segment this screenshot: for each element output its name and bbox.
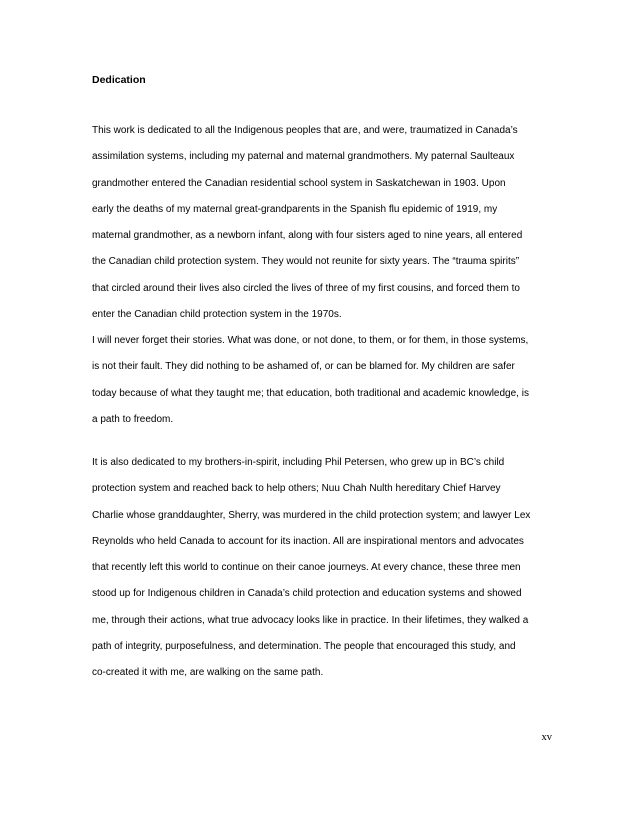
- text-line: early the deaths of my maternal great-grandparents in the Spanish flu epidemic of 1919, my: [92, 203, 498, 215]
- text-line: This work is dedicated to all the Indigenous peoples that are, and were, traumatized in Canada’s: [92, 125, 518, 136]
- paragraph-2: [92, 334, 562, 439]
- text-line: maternal grandmother, as a newborn infant, along with four sisters aged to nine years, all entered: [92, 230, 523, 242]
- text-line: stood up for Indigenous children in Canada’s child protection and education systems and showed: [92, 588, 522, 600]
- text-line: is not their fault. They did nothing to be ashamed of, or can be blamed for. My children are safer: [92, 361, 515, 373]
- text-line: the Canadian child protection system. They would not reunite for sixty years. The “trauma spirits”: [92, 256, 520, 268]
- text-line: Charlie whose granddaughter, Sherry, was murdered in the child protection system; and lawyer Lex: [92, 509, 531, 521]
- text-line: a path to freedom.: [92, 413, 174, 425]
- paragraph-3: [92, 456, 562, 693]
- page-title: Dedication: [92, 74, 146, 86]
- text-line: today because of what they taught me; that education, both traditional and academic knowledge, is: [92, 387, 529, 399]
- text-line: me, through their actions, what true advocacy looks like in practice. In their lifetimes, they walked a: [92, 614, 529, 626]
- paragraph-1: [92, 124, 562, 334]
- text-line: Reynolds who held Canada to account for its inaction. All are inspirational mentors and advocates: [92, 535, 524, 547]
- text-line: enter the Canadian child protection system in the 1970s.: [92, 309, 342, 321]
- page-number: xv: [541, 732, 552, 743]
- text-line: protection system and reached back to help others; Nuu Chah Nulth hereditary Chief Harvey: [92, 483, 501, 495]
- text-line: co-created it with me, are walking on the same path.: [92, 667, 324, 679]
- text-line: path of integrity, purposefulness, and determination. The people that encouraged this study, and: [92, 641, 516, 653]
- text-line: that recently left this world to continue on their canoe journeys. At every chance, these three men: [92, 562, 521, 574]
- text-line: It is also dedicated to my brothers-in-spirit, including Phil Petersen, who grew up in BC’s child: [92, 457, 505, 468]
- text-line: that circled around their lives also circled the lives of three of my first cousins, and forced them to: [92, 282, 520, 294]
- text-line: assimilation systems, including my paternal and maternal grandmothers. My paternal Saulteaux: [92, 151, 515, 163]
- text-line: grandmother entered the Canadian residential school system in Saskatchewan in 1903. Upon: [92, 177, 506, 189]
- text-line: I will never forget their stories. What was done, or not done, to them, or for them, in those systems,: [92, 335, 529, 346]
